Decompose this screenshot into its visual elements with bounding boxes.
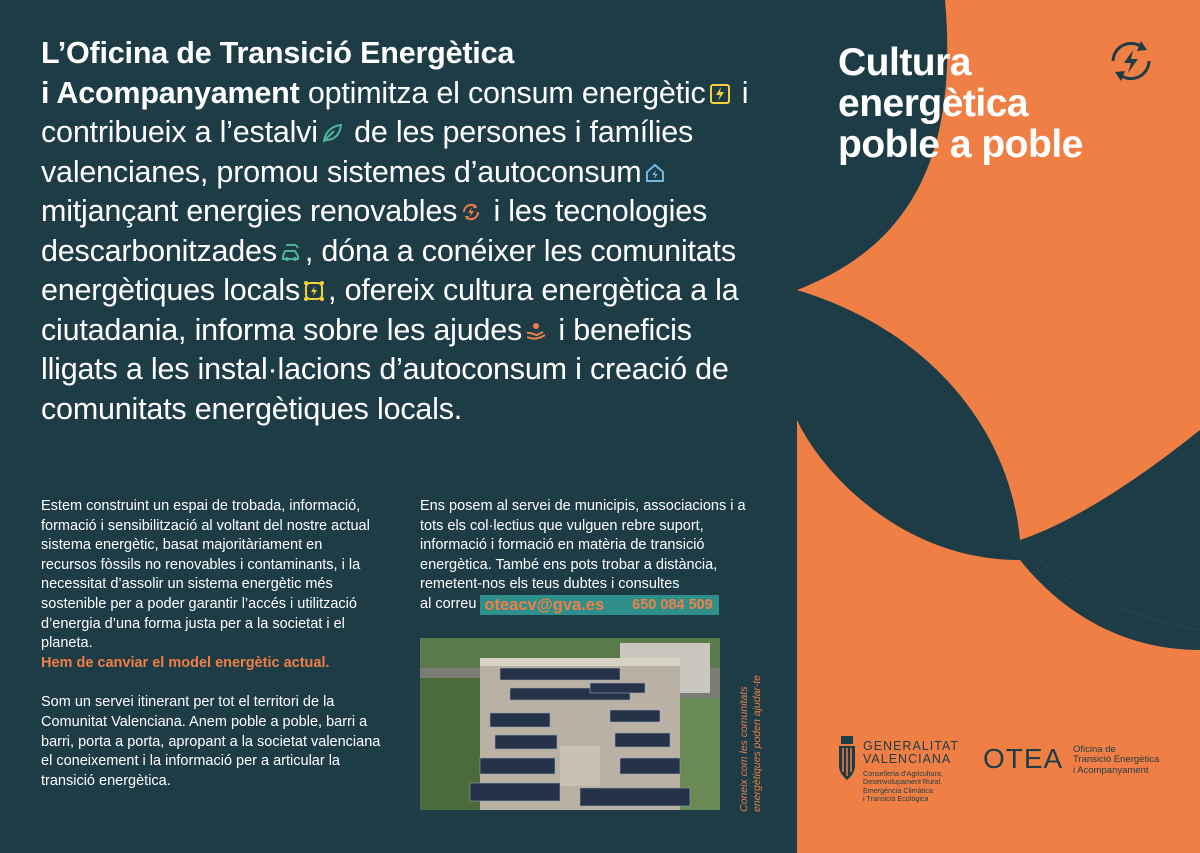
gv-sub-line1: Conselleria d’Agricultura, bbox=[863, 769, 943, 778]
intro-text-6: , dóna a conéixer les comunitats energètiques locals bbox=[41, 233, 736, 307]
gv-sub-line2: Desenvolupament Rural, bbox=[863, 777, 943, 787]
renewable-cycle-icon bbox=[1105, 38, 1157, 84]
contact-prefix: al correu bbox=[420, 596, 477, 613]
solar-panels-photo bbox=[420, 638, 720, 810]
left-paragraph-2: Som un servei itinerant per tot el territori de la Comunitat Valenciana. Anem poble a poble, barri a barri, porta a porta, apropant a la societat valenciana el coneixement i la informació per a articular la transició energètica. bbox=[41, 694, 381, 789]
contact-line bbox=[420, 595, 765, 615]
renewable-cycle-icon bbox=[460, 201, 482, 223]
otea-subtitle bbox=[1073, 745, 1173, 776]
title-line3: poble a poble bbox=[838, 123, 1083, 166]
otea-sub-line1: Oficina de bbox=[1073, 744, 1116, 755]
intro-bold-line1: L’Oficina de Transició Energètica bbox=[41, 36, 515, 70]
community-grid-icon bbox=[303, 280, 325, 302]
self-consumption-house-icon bbox=[644, 162, 666, 184]
title-line1: Cultura bbox=[838, 41, 971, 84]
right-paragraph-1: Ens posem al servei de municipis, associacions i a tots els col·lectius que vulguen rebre suport, informació i formació en matèria de transició energètica. També ens pots trobar a distància, remetent-nos els teus dubtes i consultes bbox=[420, 498, 746, 593]
left-column bbox=[41, 497, 381, 791]
intro-text-8: i beneficis lligats a les instal·lacions d’autoconsum i creació de comunitats energètiques locals. bbox=[41, 312, 729, 426]
intro-text-3: de les persones i famílies valencianes, promou sistemes d’autoconsum bbox=[41, 115, 694, 189]
gv-sub-line4: i Transició Ecològica bbox=[863, 794, 929, 804]
otea-name: OTEA bbox=[983, 743, 1064, 774]
intro-text-4: mitjançant energies renovables bbox=[41, 194, 458, 228]
left-highlight: Hem de canviar el model energètic actual. bbox=[41, 654, 330, 671]
phone-link[interactable]: 650 084 509 bbox=[632, 596, 713, 613]
gv-name-line2: VALENCIANA bbox=[863, 752, 952, 766]
gv-name-line1: GENERALITAT bbox=[863, 739, 959, 753]
gv-sub-line3: Emergència Climàtica bbox=[863, 785, 933, 795]
title-line2: energètica bbox=[838, 82, 1029, 125]
otea-sub-line3: i Acompanyament bbox=[1073, 764, 1149, 776]
photo-caption: Coneix com les comunitats energètiques poden ajudar-te bbox=[738, 675, 763, 812]
savings-leaf-icon bbox=[321, 122, 343, 144]
right-column bbox=[420, 497, 765, 615]
email-link[interactable]: oteacv@gva.es bbox=[484, 595, 605, 614]
intro-text-2: i contribueix a l’estalvi bbox=[41, 75, 749, 149]
intro-bold-line2: i Acompanyament bbox=[41, 75, 300, 110]
intro-paragraph bbox=[41, 34, 761, 429]
intro-text-5: i les tecnologies descarbonitzades bbox=[41, 194, 708, 268]
left-paragraph-1: Estem construint un espai de trobada, informació, formació i sensibilització al voltant del nostre actual sistema energètic, basat majoritàriament en recursos fòssils no renovables i contaminants, i la necessitat d’assolir un sistema energètic més sostenible per a poder garantir l’accés i utilització d’energia d’una forma justa per a la societat i el planeta. bbox=[41, 498, 370, 652]
electric-car-icon bbox=[280, 241, 302, 263]
aid-hand-heart-icon bbox=[525, 320, 547, 342]
intro-text-7: , ofereix cultura energètica a la ciutadania, informa sobre les ajudes bbox=[41, 273, 739, 347]
intro-text-1: optimitza el consum energètic bbox=[299, 75, 706, 110]
gv-name bbox=[863, 740, 973, 766]
gv-subtitle bbox=[863, 770, 983, 804]
otea-sub-line2: Transició Energètica bbox=[1073, 754, 1160, 766]
energy-bolt-icon bbox=[709, 83, 731, 105]
contact-box bbox=[480, 595, 718, 615]
coat-of-arms-icon bbox=[836, 736, 858, 782]
